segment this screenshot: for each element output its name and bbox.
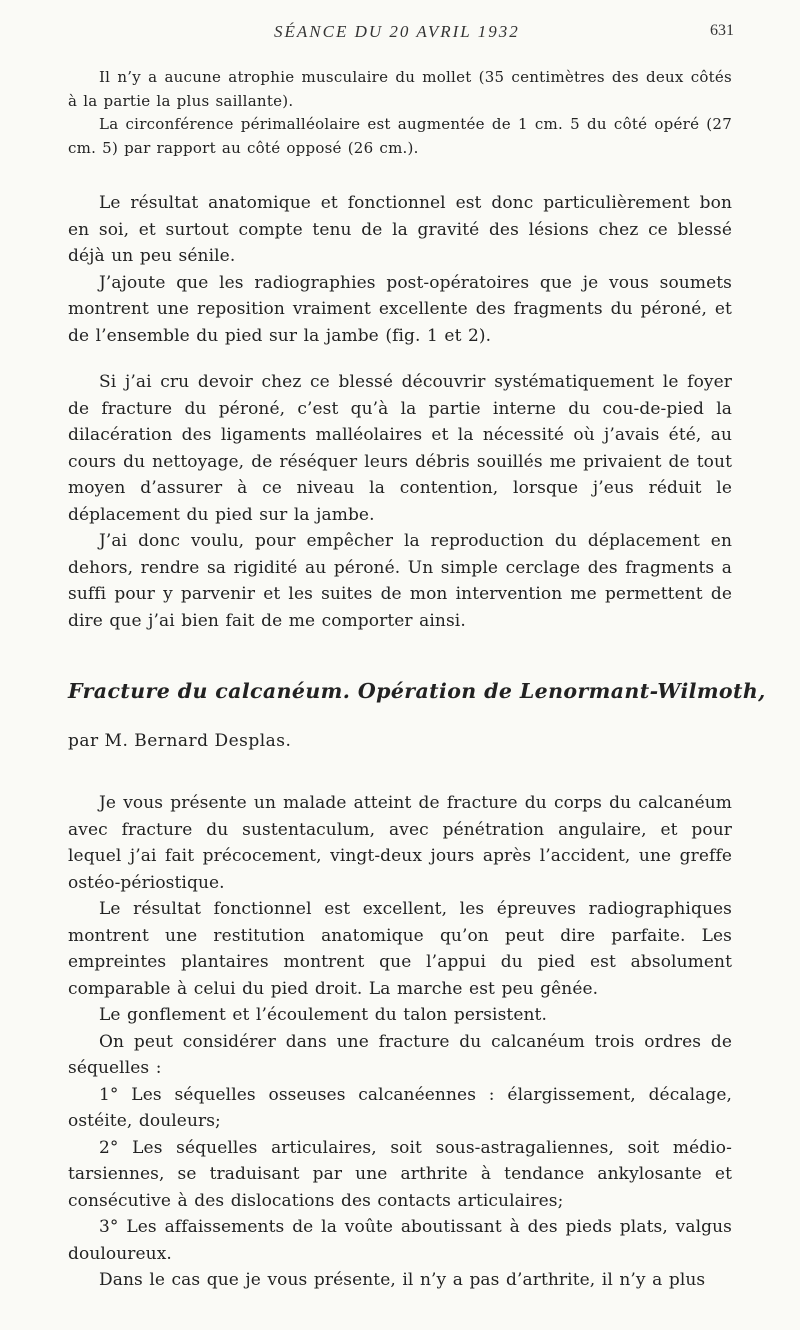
paragraph-cerclage: J’ai donc voulu, pour empêcher la reproduction du déplacement en dehors, rendre sa rigidité au péroné. Un simple cerclage des fragments a suffi pour y parvenir et les suites de mon intervention me permettent de dire que j’ai bien fait de me comporter ainsi. [68, 531, 732, 631]
paragraph-cas-present: Dans le cas que je vous présente, il n’y a pas d’arthrite, il n’y a plus [99, 1270, 706, 1290]
list-item-affaissements: 3° Les affaissements de la voûte aboutissant à des pieds plats, valgus douloureux. [68, 1217, 732, 1264]
paragraph-resultat-anatomique: Le résultat anatomique et fonctionnel est donc particulièrement bon en soi, et surtout compte tenu de la gravité des lésions chez ce blessé déjà un peu sénile. [68, 193, 732, 266]
section-title: Fracture du calcanéum. Opération de Lenormant-Wilmoth, [68, 679, 766, 703]
paragraph-radiographies: J’ajoute que les radiographies post-opératoires que je vous soumets montrent une reposition vraiment excellente des fragments du péroné, et de l’ensemble du pied sur la jambe (fig. 1 et 2). [68, 272, 732, 346]
byline: par M. Bernard Desplas. [68, 731, 292, 751]
paragraph-gonflement: Le gonflement et l’écoulement du talon persistent. [99, 1005, 547, 1025]
list-item-sequelles-osseuses: 1° Les séquelles osseuses calcanéennes : élargissement, décalage, ostéite, douleurs; [68, 1084, 732, 1131]
running-title: SÉANCE DU 20 AVRIL 1932 [274, 22, 520, 41]
paragraph-foyer-fracture: Si j’ai cru devoir chez ce blessé découvrir systématiquement le foyer de fracture du péroné, c’est qu’à la partie interne du cou-de-pied la dilacération des ligaments malléolaires et la nécessité où j’avais été, au cours du nettoyage, de réséquer leurs débris souillés me privaient de tout moyen d’assurer à ce niveau la contention, lorsque j’eus réduit le déplacement du pied sur la jambe. [68, 372, 732, 525]
paragraph-resultat-fonctionnel: Le résultat fonctionnel est excellent, les épreuves radiographiques montrent une restitution anatomique qu’on peut dire parfaite. Les empreintes plantaires montrent que l’appui du pied est absolument comparable à celui du pied droit. La marche est peu gênée. [68, 899, 732, 999]
page [68, 18, 766, 1294]
paragraph-presentation: Je vous présente un malade atteint de fracture du corps du calcanéum avec fracture du sustentaculum, avec pénétration angulaire, et pour lequel j’ai fait précocement, vingt-deux jours après l’accident, une greffe ostéo-périostique. [68, 793, 732, 893]
paragraph-circonference: La circonférence périmalléolaire est augmentée de 1 cm. 5 du côté opéré (27 cm. 5) par rapport au côté opposé (26 cm.). [68, 115, 732, 157]
running-head [68, 18, 732, 48]
page-number: 631 [710, 22, 734, 39]
paragraph-atrophie: Il n’y a aucune atrophie musculaire du mollet (35 centimètres des deux côtés à la partie la plus saillante). [68, 68, 732, 110]
paragraph-sequelles-intro: On peut considérer dans une fracture du calcanéum trois ordres de séquelles : [68, 1031, 732, 1078]
list-item-sequelles-articulaires: 2° Les séquelles articulaires, soit sous-astragaliennes, soit médio-tarsiennes, se traduisant par une arthrite à tendance ankylosante et consécutive à des dislocations des contacts articulaires; [68, 1137, 732, 1211]
